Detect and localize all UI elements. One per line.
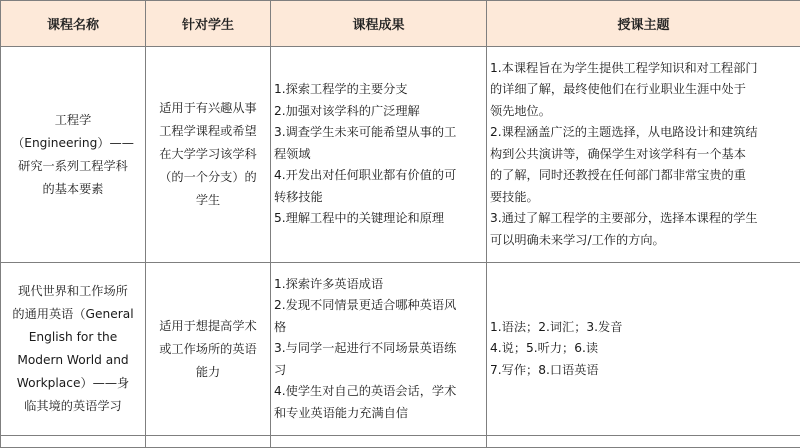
course-name-cell <box>1 47 146 263</box>
topic-line: 的了解，同时还教授在任何部门都非常宝贵的重 <box>490 165 797 187</box>
outcome-line: 格 <box>274 317 483 339</box>
course-name-line: Workplace）——身 <box>4 372 142 395</box>
course-outcomes-cell <box>271 263 487 436</box>
outcome-line: 习 <box>274 360 483 382</box>
outcome-line: 3.调查学生未来可能希望从事的工 <box>274 122 483 144</box>
topic-line: 的详细了解，最终使他们在行业职业生涯中处于 <box>490 79 797 101</box>
target-students-cell <box>146 263 271 436</box>
outcome-line: 程领域 <box>274 144 483 166</box>
target-line: 适用于想提高学术 <box>149 315 267 338</box>
teaching-topics-cell <box>487 263 800 436</box>
course-name-line: 的基本要素 <box>4 178 142 201</box>
course-name-line: （Engineering）—— <box>4 132 142 155</box>
outcome-line: 5.理解工程中的关键理论和原理 <box>274 208 483 230</box>
target-line: 适用于有兴趣从事 <box>149 97 267 120</box>
outcome-line: 2.发现不同情景更适合哪种英语风 <box>274 295 483 317</box>
outcome-line: 1.探索工程学的主要分支 <box>274 79 483 101</box>
topic-line: 4.说；5.听力；6.读 <box>490 338 797 360</box>
course-name-line: 研究一系列工程学科 <box>4 155 142 178</box>
target-line: 在大学学习该学科 <box>149 143 267 166</box>
empty-cell <box>1 436 146 448</box>
outcome-line: 转移技能 <box>274 187 483 209</box>
table-row <box>1 47 800 263</box>
target-line: 学生 <box>149 189 267 212</box>
outcome-line: 4.开发出对任何职业都有价值的可 <box>274 165 483 187</box>
topic-line: 1.语法；2.词汇；3.发音 <box>490 317 797 339</box>
empty-cell <box>271 436 487 448</box>
course-name-cell <box>1 263 146 436</box>
topic-line: 要技能。 <box>490 187 797 209</box>
topic-line: 1.本课程旨在为学生提供工程学知识和对工程部门 <box>490 58 797 80</box>
course-name-line: 工程学 <box>4 109 142 132</box>
header-row <box>1 1 800 47</box>
topic-line: 构到公共演讲等，确保学生对该学科有一个基本 <box>490 144 797 166</box>
topic-line: 2.课程涵盖广泛的主题选择，从电路设计和建筑结 <box>490 122 797 144</box>
outcome-line: 3.与同学一起进行不同场景英语练 <box>274 338 483 360</box>
course-name-line: English for the <box>4 326 142 349</box>
target-line: （的一个分支）的 <box>149 166 267 189</box>
course-outcomes-cell <box>271 47 487 263</box>
table-row <box>1 263 800 436</box>
topic-line: 可以明确未来学习/工作的方向。 <box>490 230 797 252</box>
topic-line: 7.写作；8.口语英语 <box>490 360 797 382</box>
outcome-line: 1.探索许多英语成语 <box>274 274 483 296</box>
target-line: 或工作场所的英语 <box>149 338 267 361</box>
header-teaching-topics: 授课主题 <box>487 1 800 47</box>
teaching-topics-cell <box>487 47 800 263</box>
outcome-line: 2.加强对该学科的广泛理解 <box>274 101 483 123</box>
target-line: 能力 <box>149 361 267 384</box>
empty-cell <box>487 436 800 448</box>
table-row-partial <box>1 436 800 448</box>
topic-line: 3.通过了解工程学的主要部分，选择本课程的学生 <box>490 208 797 230</box>
outcome-line: 4.使学生对自己的英语会话，学术 <box>274 381 483 403</box>
course-name-line: 现代世界和工作场所 <box>4 280 142 303</box>
target-students-cell <box>146 47 271 263</box>
course-name-line: 的通用英语（General <box>4 303 142 326</box>
outcome-line: 和专业英语能力充满自信 <box>274 403 483 425</box>
course-name-line: Modern World and <box>4 349 142 372</box>
topic-line: 领先地位。 <box>490 101 797 123</box>
header-target-students: 针对学生 <box>146 1 271 47</box>
header-course-outcomes: 课程成果 <box>271 1 487 47</box>
empty-cell <box>146 436 271 448</box>
header-course-name: 课程名称 <box>1 1 146 47</box>
target-line: 工程学课程或希望 <box>149 120 267 143</box>
course-name-line: 临其境的英语学习 <box>4 395 142 418</box>
